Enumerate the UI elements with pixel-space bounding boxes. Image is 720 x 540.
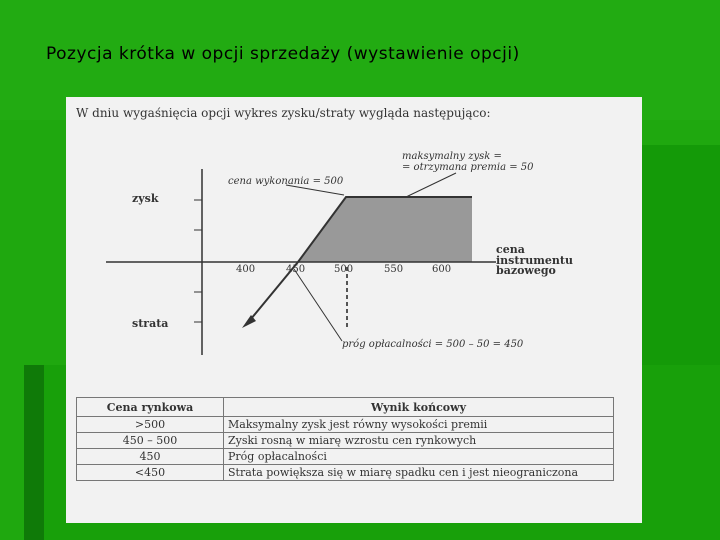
result-cell: Zyski rosną w miarę wzrostu cen rynkowych (224, 433, 614, 449)
results-table (76, 397, 614, 481)
tick-label: 550 (384, 264, 404, 275)
column-header: Wynik końcowy (224, 398, 614, 417)
result-cell: Próg opłacalności (224, 449, 614, 465)
result-cell: Strata powiększa się w miarę spadku cen i jest nieograniczona (224, 465, 614, 481)
annotation-strike: cena wykonania = 500 (228, 176, 344, 187)
y-top-label: zysk (132, 192, 159, 205)
price-cell: <450 (77, 465, 224, 481)
x-label-line: cena (496, 243, 525, 256)
table-header-row (77, 398, 614, 417)
x-label-line: instrumentu (496, 254, 573, 267)
price-cell: 450 – 500 (77, 433, 224, 449)
tick-label: 400 (236, 264, 256, 275)
profit-area (298, 197, 472, 262)
tick-label: 500 (334, 264, 354, 275)
annotation-max-profit: = otrzymana premia = 50 (402, 162, 534, 173)
table-row (77, 417, 614, 433)
table-row (77, 465, 614, 481)
table-row (77, 433, 614, 449)
x-label-line: bazowego (496, 264, 556, 277)
table-row (77, 449, 614, 465)
result-cell: Maksymalny zysk jest równy wysokości premii (224, 417, 614, 433)
price-cell: >500 (77, 417, 224, 433)
leader-line (294, 269, 342, 341)
tick-label: 600 (432, 264, 452, 275)
tick-label: 450 (286, 264, 306, 275)
y-bottom-label: strata (132, 317, 169, 330)
annotation-breakeven: próg opłacalności = 500 – 50 = 450 (342, 339, 524, 350)
annotation-max-profit: maksymalny zysk = (402, 151, 502, 162)
leader-line (406, 173, 456, 197)
price-cell: 450 (77, 449, 224, 465)
column-header: Cena rynkowa (77, 398, 224, 417)
scanned-figure (66, 97, 642, 523)
slide-title: Pozycja krótka w opcji sprzedaży (wystawienie opcji) (46, 44, 520, 64)
figure-heading: W dniu wygaśnięcia opcji wykres zysku/straty wygląda następująco: (76, 106, 491, 120)
